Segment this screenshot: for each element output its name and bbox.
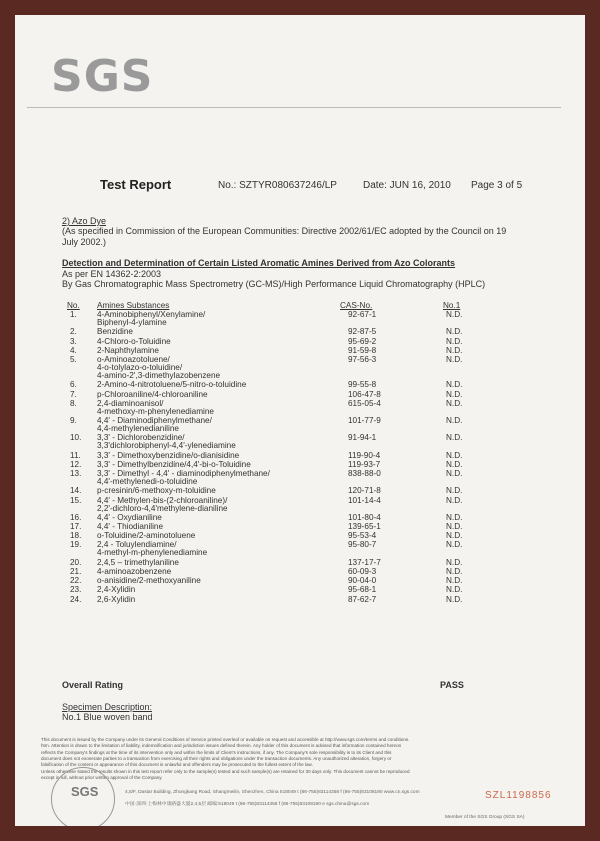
row-number: 20. [70,557,82,567]
amine-name: 3,3' - Dimethyl - 4,4' - diaminodiphenylmethane/ [97,469,270,478]
cas-number: 101-80-4 [348,512,381,522]
report-title: Test Report [100,177,172,192]
test-result: N.D. [446,576,463,586]
stamp-text: SGS [71,784,99,799]
specimen-label: Specimen Description: [62,702,153,712]
test-result: N.D. [446,450,463,460]
row-number: 16. [70,512,82,522]
amine-name: p-Chloroaniline/4-chloroaniline [97,389,208,399]
test-result: N.D. [446,327,463,337]
spec-line-1: (As specified in Commission of the European Communities: Directive 2002/61/EC adopted by the Council on 19 [62,226,507,236]
row-number: 7. [70,389,77,399]
test-result: N.D. [446,540,463,550]
amine-name: Benzidine [97,327,133,337]
disclaimer-line: reflects the Company's findings at the time of its intervention only and within the limits of Client's instructions, if any. The Company's sole responsibility is to its Client and this [41,749,392,755]
spec-line-2: July 2002.) [62,237,107,247]
row-number: 1. [70,310,77,319]
amine-name: 4-o-tolylazo-o-toluidine/ [97,362,183,372]
cas-number: 92-67-1 [348,310,377,319]
report-page [15,15,585,826]
row-number: 6. [70,380,77,390]
amine-name: 4-methyl-m-phenylenediamine [97,548,208,558]
specimen-value: No.1 Blue woven band [62,712,153,722]
amine-name: 2,4-Xylidin [97,585,136,595]
test-result: N.D. [446,557,463,567]
row-number: 8. [70,398,77,408]
row-number: 15. [70,495,82,505]
report-date: Date: JUN 16, 2010 [363,180,451,191]
address-english: 4,5/F, Dastar Building, Zhongkang Road, Shangmeilin, Shenzhen, China 518049 t (86-755)83114358 f (86-755)83108190 www.cn.sgs.com [125,790,420,795]
amine-name: 2-Amino-4-nitrotoluene/5-nitro-o-toluidine [97,380,247,390]
header-no: No. [67,301,80,310]
page-number: Page 3 of 5 [471,180,523,191]
test-result: N.D. [446,531,463,541]
method-line-1: As per EN 14362-2:2003 [62,269,162,279]
test-result: N.D. [446,512,463,522]
amine-name: 4,4' - Thiodianiline [97,522,164,531]
amine-name: 2,4 - Toluylendiamine/ [97,540,177,550]
row-number: 11. [70,450,81,460]
test-result: N.D. [446,416,463,425]
test-result: N.D. [446,336,463,346]
amine-name: o-Aminoazotoluene/ [97,354,170,364]
amine-name: 3,3' - Dichlorobenzidine/ [97,433,185,443]
test-result: N.D. [446,469,463,478]
amine-name: 3,3' - Dimethoxybenzidine/o-dianisidine [97,450,240,460]
test-result: N.D. [446,566,463,576]
test-result: N.D. [446,398,463,408]
row-number: 17. [70,522,82,531]
disclaimer-line: htm. Attention is drawn to the limitation of liability, indemnification and jurisdiction issues defined therein. Any holder of this document is advised that information contained hereon [41,743,402,749]
disclaimer-line: document does not exonerate parties to a transaction from exercising all their rights and obligations under the transaction documents. Any unauthorized alteration, forgery or [41,755,392,761]
header-divider [27,107,561,108]
row-number: 12. [70,459,82,469]
test-result: N.D. [446,354,463,364]
disclaimer-line: Unless otherwise stated the results shown in this test report refer only to the sample(s) tested and such sample(s) are retained for 30 days only. This document cannot be reproduced [41,768,410,774]
row-number: 4. [70,345,77,355]
amine-name: 4-aminoazobenzene [97,566,172,576]
amine-name: 3,3'dichlorobiphenyl-4,4'-ylenediamine [97,441,236,451]
disclaimer-line: This document is issued by the Company under its General Conditions of Service printed overleaf or available on request and accessible at http://www.sgs.com/terms and conditions. [41,737,410,742]
test-result: N.D. [446,389,463,399]
cas-number: 95-80-7 [348,540,377,550]
cas-number: 139-65-1 [348,522,381,531]
cas-number: 101-77-9 [348,416,381,425]
serial-number: SZL1198856 [485,790,552,801]
test-result: N.D. [446,594,463,604]
amine-name: o-Toluidine/2-aminotoluene [97,531,196,541]
cas-number: 615-05-4 [348,398,381,408]
header-amine: Amines Substances [97,301,170,310]
header-cas: CAS-No. [340,301,373,310]
cas-number: 87-62-7 [348,594,377,604]
cas-number: 101-14-4 [348,495,381,505]
overall-rating-value: PASS [440,680,464,690]
row-number: 9. [70,416,77,425]
sgs-logo: SGS [51,51,154,102]
cas-number: 838-88-0 [348,469,381,478]
amine-name: 4,4' - Oxydianiline [97,512,162,522]
amine-name: p-cresinin/6-methoxy-m-toluidine [97,486,216,496]
member-line: Member of the SGS Group (SGS SA) [445,815,525,820]
amine-name: 3,3' - Dimethylbenzidine/4,4'-bi-o-Toluidine [97,459,251,469]
row-number: 14. [70,486,82,496]
amine-name: Biphenyl-4-ylamine [97,318,167,328]
cas-number: 95-69-2 [348,336,377,346]
disclaimer-line: except in full, without prior written approval of the Company. [41,774,163,780]
row-number: 19. [70,540,82,550]
row-number: 22. [70,576,82,586]
amine-name: 2,2'-dichloro-4,4'methylene-dianiline [97,503,228,513]
row-number: 3. [70,336,77,346]
row-number: 23. [70,585,82,595]
test-result: N.D. [446,310,463,319]
amine-name: 4,4' - Methylen-bis-(2-chloroaniline)/ [97,495,228,505]
test-result: N.D. [446,459,463,469]
detection-title: Detection and Determination of Certain Listed Aromatic Amines Derived from Azo Colorants [62,258,456,268]
cas-number: 106-47-8 [348,389,381,399]
cas-number: 119-90-4 [348,450,381,460]
amine-name: 4-Aminobiphenyl/Xenylamine/ [97,310,206,319]
overall-rating-label: Overall Rating [62,680,124,690]
row-number: 18. [70,531,82,541]
disclaimer-line: falsification of the content or appearance of this document is unlawful and offenders may be prosecuted to the fullest extent of the law. [41,762,313,768]
test-result: N.D. [446,585,463,595]
amine-name: 4,4-methylenedianiline [97,424,179,434]
cas-number: 60-09-3 [348,566,377,576]
amine-name: 2,6-Xylidin [97,594,136,604]
amine-name: 2,4,5 – trimethylaniline [97,557,179,567]
cas-number: 120-71-8 [348,486,381,496]
row-number: 13. [70,469,82,478]
cas-number: 91-59-8 [348,345,377,355]
cas-number: 97-56-3 [348,354,377,364]
test-result: N.D. [446,380,463,390]
cas-number: 99-55-8 [348,380,377,390]
amine-name: o-anisidine/2-methoxyaniline [97,576,201,586]
section-heading: 2) Azo Dye [62,216,107,226]
cas-number: 92-87-5 [348,327,377,337]
row-number: 5. [70,354,77,364]
address-chinese: 中国·深圳·上梅林中康路盛大厦2,4,5层 邮编:518049 t (86-755)83114358 f (86-755)83108190 e sgs.china@sgs.com [125,802,370,807]
cas-number: 90-04-0 [348,576,377,586]
cas-number: 95-68-1 [348,585,377,595]
test-result: N.D. [446,345,463,355]
cas-number: 119-93-7 [348,459,381,469]
row-number: 10. [70,433,82,443]
row-number: 2. [70,327,77,337]
amine-name: 4-Chloro-o-Toluidine [97,336,171,346]
cas-number: 91-94-1 [348,433,377,443]
header-result: No.1 [443,301,461,310]
method-line-2: By Gas Chromatographic Mass Spectrometry (GC-MS)/High Performance Liquid Chromatography (HPLC) [62,279,486,289]
test-result: N.D. [446,522,463,531]
amine-name: 4,4' - Diaminodiphenylmethane/ [97,416,212,425]
cas-number: 95-53-4 [348,531,377,541]
amine-name: 4-amino-2',3-dimethylazobenzene [97,371,221,381]
test-result: N.D. [446,433,463,443]
amine-name: 2,4-diaminoanisol/ [97,398,164,408]
amine-name: 2-Naphthylamine [97,345,159,355]
cas-number: 137-17-7 [348,557,381,567]
test-result: N.D. [446,486,463,496]
row-number: 24. [70,594,82,604]
row-number: 21. [70,566,82,576]
amine-name: 4-methoxy-m-phenylenediamine [97,406,214,416]
amine-name: 4,4'-methylenedi-o-toluidine [97,477,198,487]
test-result: N.D. [446,495,463,505]
report-number: No.: SZTYR080637246/LP [218,180,337,191]
